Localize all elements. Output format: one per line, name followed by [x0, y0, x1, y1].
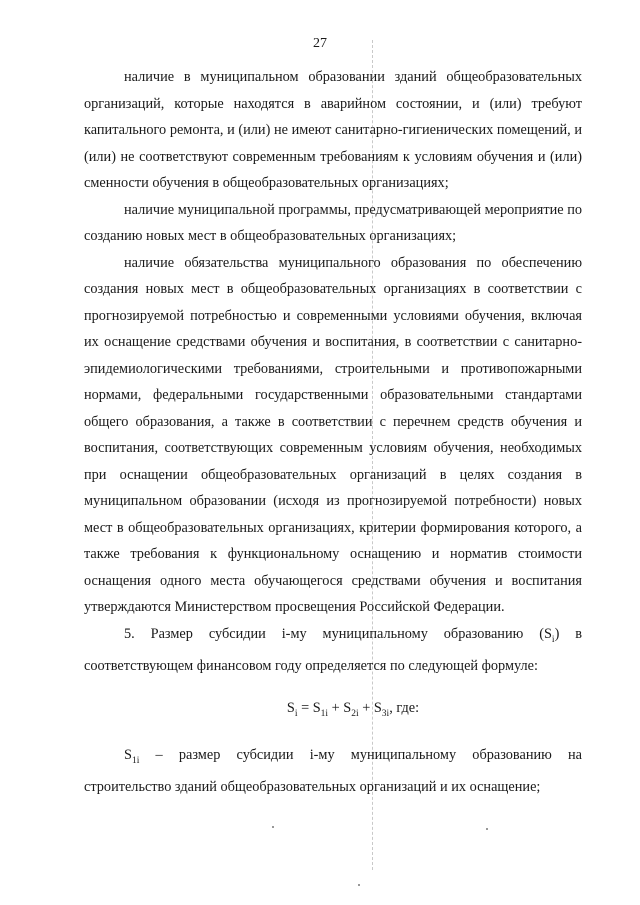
document-body	[84, 64, 586, 801]
formula-term-1-sub: 1i	[320, 709, 329, 720]
formula-term-1: S	[312, 700, 321, 717]
formula-term-3-sub: 3i	[381, 709, 390, 720]
formula-eq: =	[297, 700, 313, 717]
paragraph: наличие муниципальной программы, предусматривающей мероприятие по созданию новых мест в общеобразовательных организациях;	[84, 201, 582, 244]
formula	[84, 695, 582, 727]
formula-term-2: S	[343, 700, 352, 717]
paragraph: наличие обязательства муниципального образования по обеспечению создания новых мест в общеобразовательных организациях в соответствии с прогнозируемой потребностью и современными условиями обучения, включая их оснащение средствами обучения и воспитания, в соответствии с санитарно-эпидемиологическими требованиями, строительными и противопожарными нормами, федеральными государственными образовательными стандартами общего образования, а также в соответствии с перечнем средств обучения и воспитания, соответствующих современным условиям обучения, необходимых при оснащении общеобразовательных организаций в целях создания в муниципальном образовании (исходя из прогнозируемой потребности) новых мест в общеобразовательных организациях, критерии формирования которого, а также требования к функциональному оснащению и норматив стоимости оснащения одного места обучающегося средствами обучения и воспитания утверждаются Министерством просвещения Российской Федерации.	[84, 254, 582, 615]
definition-term: S	[124, 746, 132, 763]
item-5-subscript: i	[551, 634, 555, 645]
scan-speck	[272, 826, 274, 828]
item-5-text-tail: ) в соответствующем финансовом году определяется по следующей формуле:	[84, 625, 582, 674]
page-number: 27	[313, 36, 327, 51]
item-5-text: 5. Размер субсидии i-му муниципальному образованию (S	[124, 625, 552, 642]
definition-text: – размер субсидии i-му муниципальному образованию на строительство зданий общеобразовательных организаций и их оснащение;	[84, 746, 586, 796]
paragraph: наличие в муниципальном образовании зданий общеобразовательных организаций, которые находятся в аварийном состоянии, и (или) требуют капитального ремонта, и (или) не имеют санитарно-гигиенических помещений, и (или) не соответствуют современным требованиям к условиям обучения и (или) сменности обучения в общеобразовательных организациях;	[84, 69, 582, 191]
formula-plus: +	[358, 700, 374, 717]
formula-lhs: S	[286, 700, 295, 717]
definition-paragraph	[84, 742, 586, 801]
formula-term-2-sub: 2i	[351, 709, 359, 720]
formula-plus: +	[328, 700, 344, 717]
formula-tail: , где:	[389, 700, 420, 717]
formula-lhs-sub: i	[294, 709, 298, 720]
formula-term-3: S	[373, 700, 382, 717]
item-5-paragraph	[84, 621, 582, 680]
scan-speck	[358, 884, 360, 886]
definition-term-sub: 1i	[131, 755, 140, 766]
scan-speck	[486, 828, 488, 830]
